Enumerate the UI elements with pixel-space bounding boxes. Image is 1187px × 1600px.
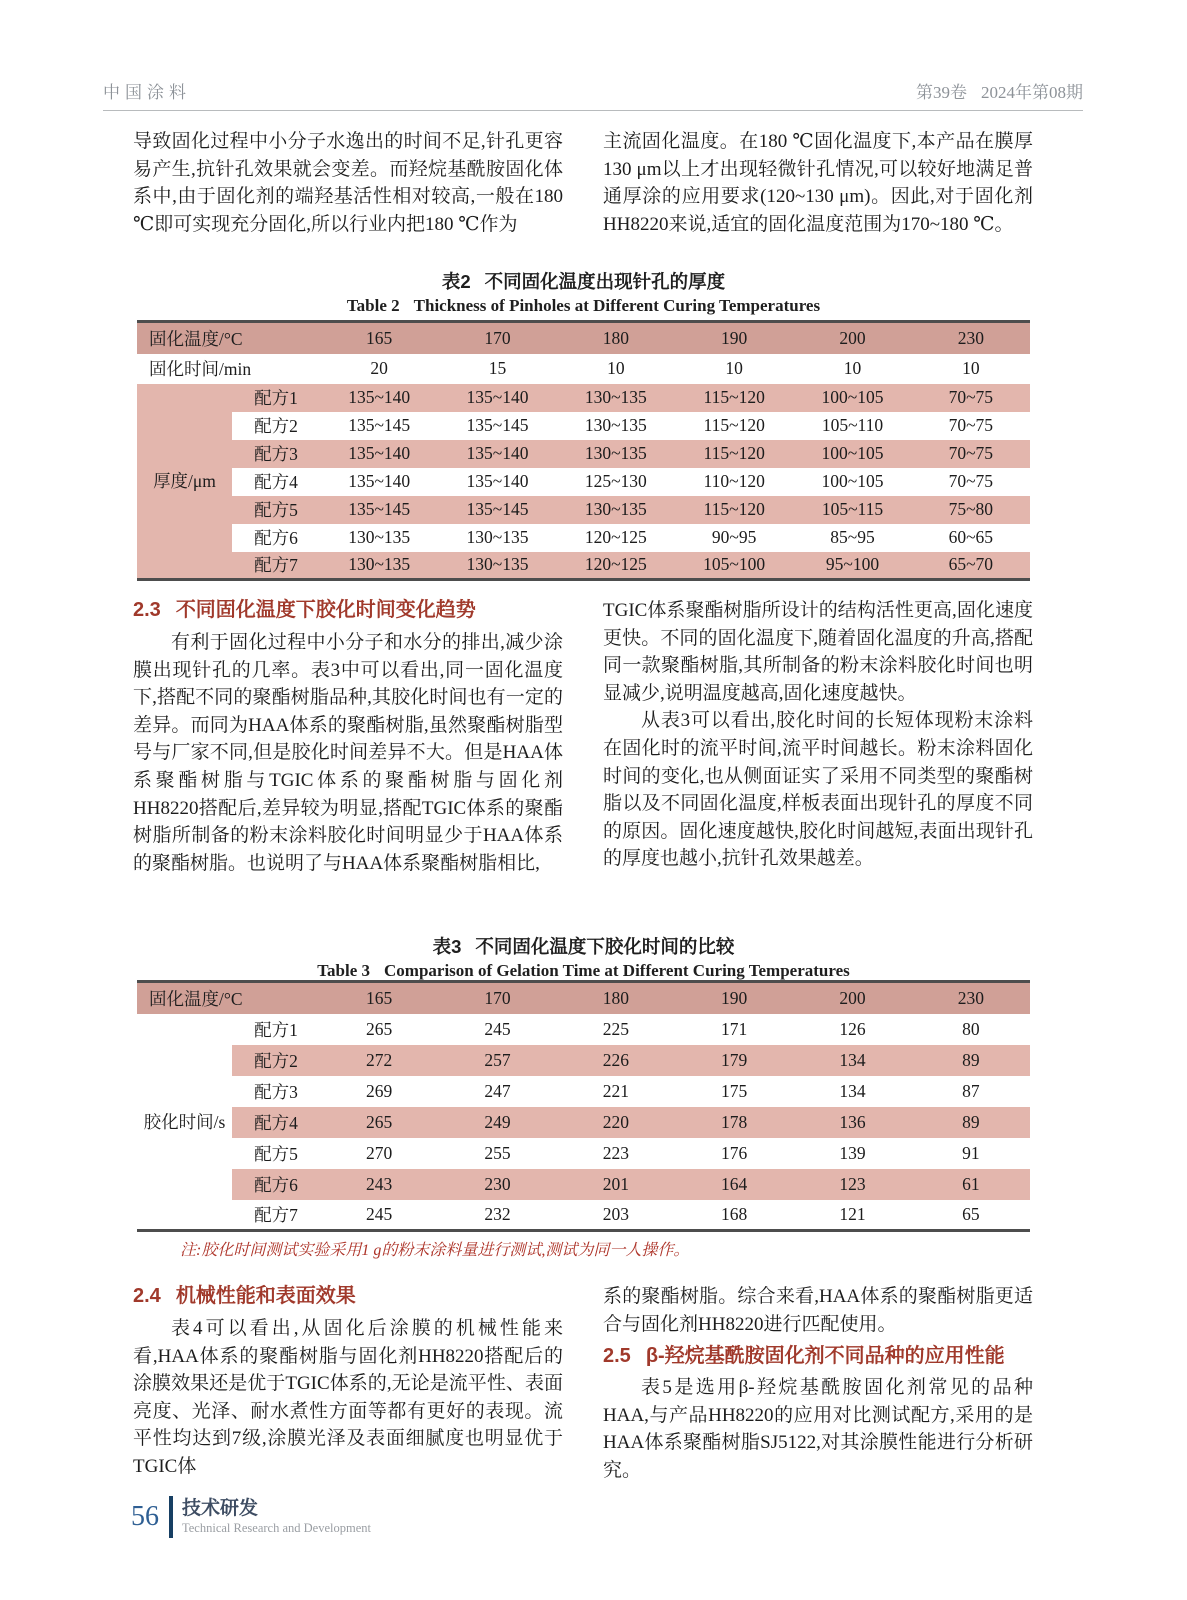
footer-divider-bar xyxy=(169,1496,173,1538)
section23-right-paragraph-2: 从表3可以看出,胶化时间的长短体现粉末涂料在固化时的流平时间,流平时间越长。粉末涂料固化时间的变化,也从侧面证实了采用不同类型的聚酯树脂以及不同固化温度,样板表面出现针孔的厚度不同的原因。固化速度越快,胶化时间越短,表面出现针孔的厚度也越小,抗针孔效果越差。 xyxy=(603,710,1033,870)
data-cell: 134 xyxy=(793,1045,911,1076)
formula-row-label: 配方2 xyxy=(254,416,298,436)
data-cell: 135~140 xyxy=(320,440,438,468)
curing-temperature-header: 固化温度/°C xyxy=(137,982,320,1014)
time-value-cell: 10 xyxy=(725,358,743,378)
issue-info xyxy=(902,78,1083,103)
data-cell: 168 xyxy=(721,1203,748,1224)
formula-row-label: 配方7 xyxy=(254,1204,298,1225)
table3-title-zh xyxy=(137,933,1030,959)
data-cell: 269 xyxy=(366,1080,393,1101)
data-cell: 223 xyxy=(602,1142,629,1163)
table3-title-en xyxy=(137,961,1030,981)
time-value-cell: 15 xyxy=(488,358,507,378)
section23-left-paragraph: 有利于固化过程中小分子和水分的排出,减少涂膜出现针孔的几率。表3中可以看出,同一固化温度下,搭配不同的聚酯树脂品种,其胶化时间也有一定的差异。而同为HAA体系的聚酯树脂,虽然聚酯树脂型号与厂家不同,但是胶化时间差异不大。但是HAA体系聚酯树脂与TGIC体系的聚酯树脂与固化剂HH8220搭配后,差异较为明显,搭配TGIC体系的聚酯树脂所制备的粉末涂料胶化时间明显少于HAA体系的聚酯树脂。也说明了与HAA体系聚酯树脂相比, xyxy=(133,632,563,874)
section23-title: 不同固化温度下胶化时间变化趋势 xyxy=(175,599,476,621)
data-cell: 70~75 xyxy=(948,415,994,435)
data-cell: 272 xyxy=(320,1045,438,1076)
data-cell: 120~125 xyxy=(557,552,675,580)
data-cell: 136 xyxy=(793,1107,911,1138)
data-cell: 176 xyxy=(721,1142,748,1163)
table-header-row xyxy=(137,322,1030,354)
intro-left-paragraph: 导致固化过程中小分子水逸出的时间不足,针孔更容易产生,抗针孔效果就会变差。而羟烷基酰胺固化体系中,由于固化剂的端羟基活性相对较高,一般在180 ℃即可实现充分固化,所以行业内把180 ℃作为 xyxy=(133,131,563,235)
section23-right-paragraph-1: TGIC体系聚酯树脂所设计的结构活性更高,固化速度更快。不同的固化温度下,随着固化温度的升高,搭配同一款聚酯树脂,其所制备的粉末涂料胶化时间也明显减少,说明温度越高,固化速度越快。 xyxy=(603,600,1033,704)
data-cell: 70~75 xyxy=(912,384,1030,412)
data-cell: 245 xyxy=(366,1203,393,1224)
table3-label-zh: 表3 xyxy=(432,936,462,957)
formula-row-label: 配方1 xyxy=(254,1019,298,1040)
data-cell: 110~120 xyxy=(703,471,765,491)
data-cell: 121 xyxy=(839,1203,866,1224)
data-cell: 89 xyxy=(912,1045,1030,1076)
temperature-value-cell: 180 xyxy=(557,322,675,354)
formula-row-label: 配方5 xyxy=(254,1143,298,1164)
time-value-cell: 20 xyxy=(370,358,388,378)
section25-heading xyxy=(603,1343,1033,1369)
data-cell: 70~75 xyxy=(948,471,994,491)
data-cell: 201 xyxy=(557,1169,675,1200)
section25-title: β-羟烷基酰胺固化剂不同品种的应用性能 xyxy=(645,1345,1005,1368)
data-cell: 75~80 xyxy=(912,496,1030,524)
data-cell: 179 xyxy=(675,1045,793,1076)
table-row xyxy=(137,524,1030,552)
data-cell: 130~135 xyxy=(557,496,675,524)
temperature-value-cell: 190 xyxy=(675,982,793,1014)
page-number: 56 xyxy=(131,1501,159,1532)
volume-label: 第39卷 xyxy=(916,83,967,102)
data-cell: 130~135 xyxy=(557,440,675,468)
quantity-span-label: 胶化时间/s xyxy=(137,1014,232,1231)
table-row xyxy=(137,1107,1030,1138)
temperature-value-cell: 190 xyxy=(675,322,793,354)
pinhole-thickness-table xyxy=(137,320,1030,581)
data-cell: 65 xyxy=(962,1203,980,1224)
data-cell: 135~145 xyxy=(466,415,529,435)
temperature-value-cell: 165 xyxy=(320,982,438,1014)
data-cell: 115~120 xyxy=(675,496,793,524)
data-cell: 226 xyxy=(557,1045,675,1076)
data-cell: 87 xyxy=(962,1080,980,1101)
data-cell: 130~135 xyxy=(584,415,647,435)
formula-row-label: 配方4 xyxy=(254,472,298,492)
table3-label-en: Table 3 xyxy=(317,961,370,980)
data-cell: 135~140 xyxy=(348,471,411,491)
data-cell: 135~145 xyxy=(438,496,556,524)
curing-time-row xyxy=(137,354,1030,384)
data-cell: 90~95 xyxy=(711,527,757,547)
formula-row-label: 配方6 xyxy=(254,528,298,548)
data-cell: 61 xyxy=(912,1169,1030,1200)
temperature-value-cell: 170 xyxy=(438,982,556,1014)
data-cell: 135~140 xyxy=(438,384,556,412)
section24-heading xyxy=(133,1283,563,1309)
data-cell: 135~145 xyxy=(348,415,411,435)
temperature-value-cell: 170 xyxy=(438,322,556,354)
data-cell: 91 xyxy=(962,1142,980,1163)
issue-label: 2024年第08期 xyxy=(981,83,1083,102)
data-cell: 135~140 xyxy=(438,440,556,468)
data-cell: 85~95 xyxy=(830,527,875,547)
temperature-value-cell: 200 xyxy=(793,982,911,1014)
data-cell: 70~75 xyxy=(912,440,1030,468)
data-cell: 221 xyxy=(602,1080,629,1101)
data-cell: 100~105 xyxy=(821,471,884,491)
data-cell: 135~145 xyxy=(320,496,438,524)
data-cell: 130~135 xyxy=(438,552,556,580)
data-cell: 164 xyxy=(675,1169,793,1200)
data-cell: 265 xyxy=(366,1018,393,1039)
footer-section-zh: 技术研发 xyxy=(182,1497,259,1519)
section23-heading xyxy=(133,597,563,623)
data-cell: 255 xyxy=(484,1142,511,1163)
data-cell: 115~120 xyxy=(675,384,793,412)
data-cell: 100~105 xyxy=(793,384,911,412)
section23-right-column xyxy=(603,597,1033,873)
table-row xyxy=(137,552,1030,580)
curing-time-header: 固化时间/min xyxy=(149,359,252,379)
table2-caption-zh: 不同固化温度出现针孔的厚度 xyxy=(484,271,726,292)
time-value-cell: 10 xyxy=(607,358,625,378)
data-cell: 171 xyxy=(721,1018,748,1039)
data-cell: 125~130 xyxy=(584,471,647,491)
data-cell: 105~115 xyxy=(793,496,911,524)
data-cell: 232 xyxy=(484,1203,511,1224)
data-cell: 89 xyxy=(912,1107,1030,1138)
data-cell: 230 xyxy=(438,1169,556,1200)
table-row xyxy=(137,468,1030,496)
temperature-value-cell: 230 xyxy=(912,982,1030,1014)
data-cell: 270 xyxy=(366,1142,393,1163)
data-cell: 135~140 xyxy=(320,384,438,412)
data-cell: 65~70 xyxy=(912,552,1030,580)
section24-continuation: 系的聚酯树脂。综合来看,HAA体系的聚酯树脂更适合与固化剂HH8220进行匹配使用。 xyxy=(603,1286,1033,1335)
table-row xyxy=(137,440,1030,468)
table-row xyxy=(137,384,1030,412)
running-head xyxy=(103,78,1083,111)
data-cell: 130~135 xyxy=(466,527,529,547)
time-value-cell: 10 xyxy=(843,358,862,378)
data-cell: 135~140 xyxy=(466,471,529,491)
intro-right-column xyxy=(603,128,1033,238)
table-row xyxy=(137,1200,1030,1231)
section24-paragraph: 表4可以看出,从固化后涂膜的机械性能来看,HAA体系的聚酯树脂与固化剂HH8220搭配后的涂膜效果还是优于TGIC体系的,无论是流平性、表面亮度、光泽、耐水煮性方面等都有更好的表现。流平性均达到7级,涂膜光泽及表面细腻度也明显优于TGIC体 xyxy=(133,1318,563,1477)
temperature-value-cell: 165 xyxy=(320,322,438,354)
data-cell: 123 xyxy=(793,1169,911,1200)
data-cell: 95~100 xyxy=(793,552,911,580)
table3-caption-zh: 不同固化温度下胶化时间的比较 xyxy=(475,936,735,957)
intro-right-paragraph: 主流固化温度。在180 ℃固化温度下,本产品在膜厚130 μm以上才出现轻微针孔情况,可以较好地满足普通厚涂的应用要求(120~130 μm)。因此,对于固化剂HH8220来说,适宜的固化温度范围为170~180 ℃。 xyxy=(603,131,1033,235)
table-row xyxy=(137,1076,1030,1107)
data-cell: 100~105 xyxy=(793,440,911,468)
data-cell: 247 xyxy=(484,1080,511,1101)
data-cell: 105~100 xyxy=(675,552,793,580)
data-cell: 257 xyxy=(438,1045,556,1076)
temperature-value-cell: 180 xyxy=(557,982,675,1014)
table-row xyxy=(137,1169,1030,1200)
data-cell: 134 xyxy=(839,1080,866,1101)
footer-section-en: Technical Research and Development xyxy=(182,1520,371,1535)
time-value-cell: 10 xyxy=(962,358,980,378)
formula-row-label: 配方6 xyxy=(232,1169,320,1200)
data-cell: 60~65 xyxy=(948,527,994,547)
formula-row-label: 配方4 xyxy=(232,1107,320,1138)
table2-title-zh xyxy=(137,268,1030,294)
section25-number: 2.5 xyxy=(603,1345,631,1368)
section23-left-column xyxy=(133,597,563,877)
section24-left-column xyxy=(133,1283,563,1481)
data-cell: 225 xyxy=(602,1018,629,1039)
table3-caption-en: Comparison of Gelation Time at Different Curing Temperatures xyxy=(384,961,850,980)
data-cell: 130~135 xyxy=(557,384,675,412)
formula-row-label: 配方3 xyxy=(254,1081,298,1102)
data-cell: 178 xyxy=(675,1107,793,1138)
data-cell: 220 xyxy=(557,1107,675,1138)
data-cell: 126 xyxy=(839,1018,866,1039)
formula-row-label: 配方1 xyxy=(232,384,320,412)
data-cell: 115~120 xyxy=(675,440,793,468)
table-row xyxy=(137,1045,1030,1076)
table3-note: 注:胶化时间测试实验采用1 g的粉末涂料量进行测试,测试为同一人操作。 xyxy=(180,1242,690,1259)
table2-label-zh: 表2 xyxy=(441,271,471,292)
table-row xyxy=(137,496,1030,524)
curing-temperature-header: 固化温度/°C xyxy=(137,322,320,354)
data-cell: 249 xyxy=(438,1107,556,1138)
section25-paragraph: 表5是选用β-羟烷基酰胺固化剂常见的品种HAA,与产品HH8220的应用对比测试配方,采用的是HAA体系聚酯树脂SJ5122,对其涂膜性能进行分析研究。 xyxy=(603,1377,1033,1481)
formula-row-label: 配方2 xyxy=(232,1045,320,1076)
data-cell: 120~125 xyxy=(584,527,647,547)
data-cell: 203 xyxy=(602,1203,629,1224)
formula-row-label: 配方7 xyxy=(232,552,320,580)
table2-caption-en: Thickness of Pinholes at Different Curing Temperatures xyxy=(413,296,821,315)
data-cell: 115~120 xyxy=(703,415,765,435)
data-cell: 245 xyxy=(484,1018,511,1039)
formula-row-label: 配方5 xyxy=(232,496,320,524)
page-footer xyxy=(131,1496,371,1538)
table-row xyxy=(137,412,1030,440)
quantity-span-label: 厚度/μm xyxy=(137,384,232,580)
journal-name: 中国涂料 xyxy=(103,83,191,102)
table-row xyxy=(137,1138,1030,1169)
data-cell: 175 xyxy=(721,1080,748,1101)
formula-row-label: 配方3 xyxy=(232,440,320,468)
data-cell: 265 xyxy=(320,1107,438,1138)
section24-title: 机械性能和表面效果 xyxy=(175,1285,356,1307)
data-cell: 243 xyxy=(320,1169,438,1200)
intro-left-column xyxy=(133,128,563,238)
temperature-value-cell: 200 xyxy=(793,322,911,354)
section23-number: 2.3 xyxy=(133,599,161,621)
data-cell: 130~135 xyxy=(320,552,438,580)
data-cell: 139 xyxy=(839,1142,866,1163)
gelation-time-table xyxy=(137,980,1030,1232)
section24-right-column xyxy=(603,1283,1033,1485)
table-row xyxy=(137,1014,1030,1045)
section24-number: 2.4 xyxy=(133,1285,161,1307)
table2-title-en xyxy=(137,296,1030,316)
table2-label-en: Table 2 xyxy=(346,296,400,315)
table-header-row xyxy=(137,982,1030,1014)
data-cell: 80 xyxy=(962,1018,980,1039)
footer-column-title xyxy=(182,1498,371,1537)
data-cell: 105~110 xyxy=(821,415,884,435)
data-cell: 130~135 xyxy=(348,527,411,547)
temperature-value-cell: 230 xyxy=(912,322,1030,354)
